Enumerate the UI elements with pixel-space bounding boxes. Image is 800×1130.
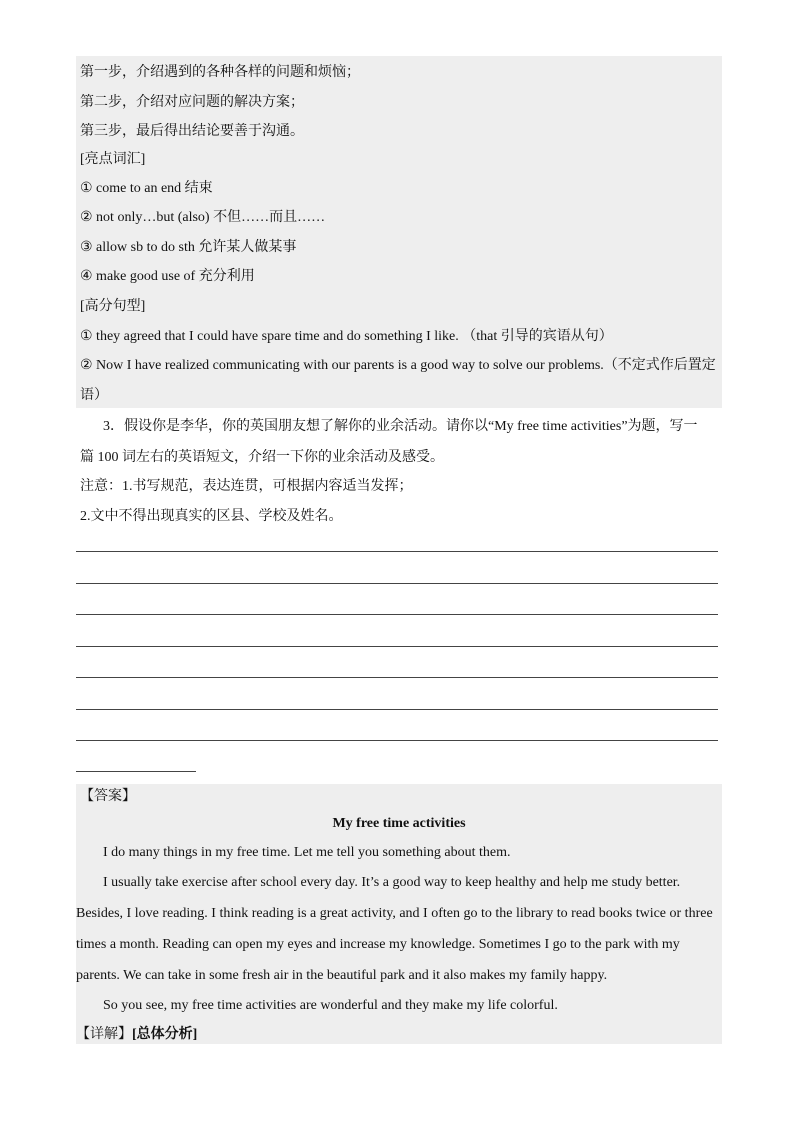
vocab-header: [亮点词汇] (80, 152, 146, 167)
vocab-item: ② not only…but (also) 不但……而且…… (80, 210, 326, 225)
sentence-2-line-2: 语） (80, 388, 108, 403)
writing-line (76, 740, 718, 741)
sentence-1: ① they agreed that I could have spare time and do something I like. （that 引导的宾语从句） (80, 329, 613, 344)
writing-line (76, 677, 718, 678)
essay-paragraph-2-line-3: times a month. Reading can open my eyes and increase my knowledge. Sometimes I go to the park with my (76, 937, 680, 952)
answer-label: 【答案】 (80, 789, 136, 804)
vocab-item: ④ make good use of 充分利用 (80, 269, 255, 284)
footnote-rule (76, 771, 196, 772)
writing-line (76, 709, 718, 710)
question-note-2: 2.文中不得出现真实的区县、学校及姓名。 (80, 509, 343, 524)
sentence-2-line-1: ② Now I have realized communicating with our parents is a good way to solve our problems.（不定式作后置定 (80, 358, 716, 373)
essay-title: My free time activities (332, 816, 466, 831)
essay-paragraph-2-line-2: Besides, I love reading. I think reading is a great activity, and I often go to the library to read books twice or three (76, 906, 713, 921)
essay-paragraph-3: So you see, my free time activities are wonderful and they make my life colorful. (103, 998, 558, 1013)
question-line-1: 3．假设你是李华，你的英国朋友想了解你的业余活动。请你以“My free time activities”为题，写一 (103, 419, 698, 434)
analysis-step-3: 第三步，最后得出结论要善于沟通。 (80, 124, 304, 139)
detail-subheading: [总体分析] (132, 1027, 198, 1042)
vocab-item: ③ allow sb to do sth 允许某人做某事 (80, 240, 297, 255)
detail-heading (76, 1025, 197, 1045)
sentences-header: [高分句型] (80, 299, 146, 314)
question-line-2: 篇 100 词左右的英语短文，介绍一下你的业余活动及感受。 (80, 450, 444, 465)
writing-line (76, 551, 718, 552)
analysis-step-1: 第一步，介绍遇到的各种各样的问题和烦恼； (80, 65, 360, 80)
writing-line (76, 583, 718, 584)
writing-line (76, 614, 718, 615)
writing-line (76, 646, 718, 647)
essay-paragraph-2-line-1: I usually take exercise after school every day. It’s a good way to keep healthy and help me study better. (103, 875, 681, 890)
essay-paragraph-2-line-4: parents. We can take in some fresh air in the beautiful park and it also makes my family happy. (76, 968, 608, 983)
detail-label: 【详解】 (76, 1027, 132, 1042)
vocab-item: ① come to an end 结束 (80, 181, 213, 196)
essay-paragraph-1: I do many things in my free time. Let me tell you something about them. (103, 845, 511, 860)
analysis-step-2: 第二步，介绍对应问题的解决方案； (80, 95, 304, 110)
question-note-1: 注意：1.书写规范，表达连贯，可根据内容适当发挥； (80, 479, 413, 494)
